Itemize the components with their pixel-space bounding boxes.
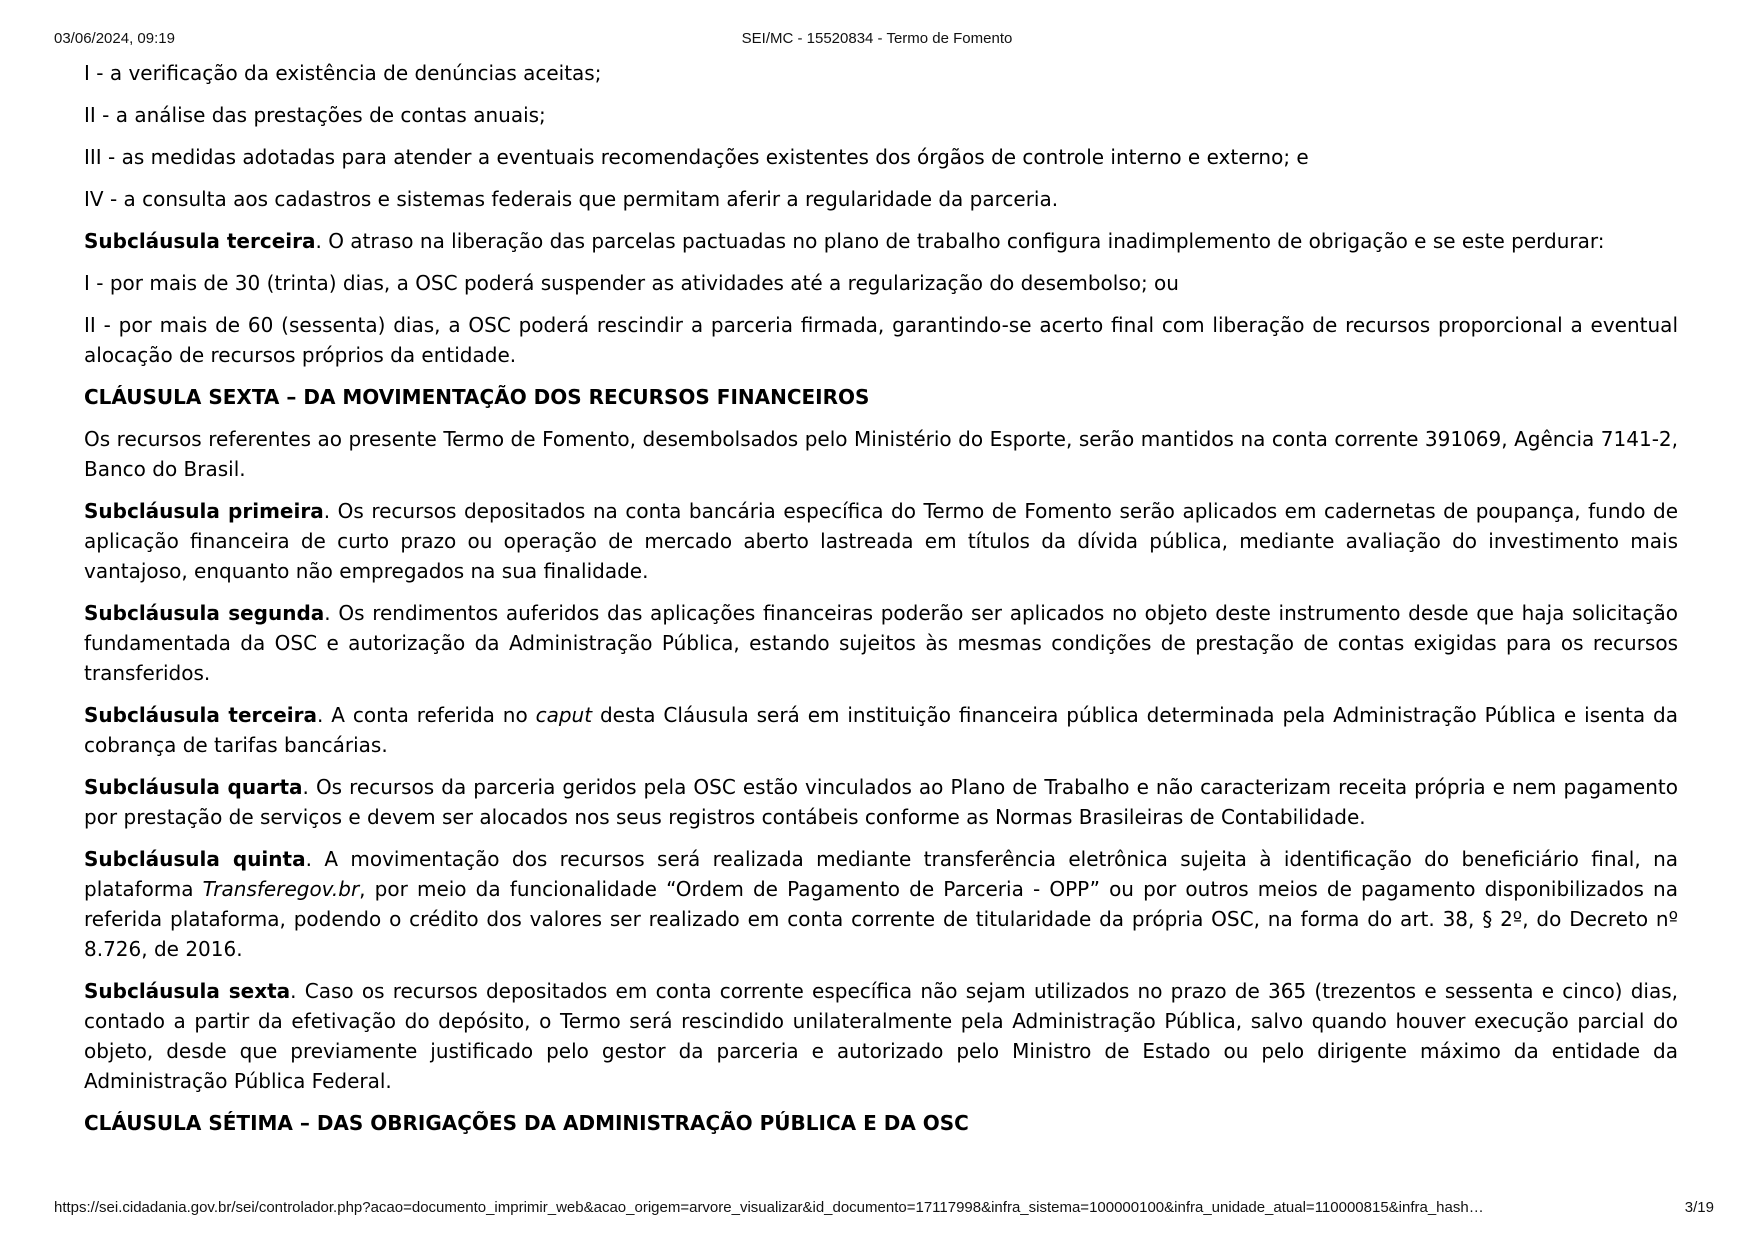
subclause-italic-term: Transferegov.br	[202, 877, 360, 901]
clause-seven-heading: CLÁUSULA SÉTIMA – DAS OBRIGAÇÕES DA ADMINISTRAÇÃO PÚBLICA E DA OSC	[84, 1111, 969, 1135]
subclause-label: Subcláusula terceira	[84, 229, 316, 253]
item-ii: II - a análise das prestações de contas anuais;	[84, 103, 546, 127]
item-iv: IV - a consulta aos cadastros e sistemas federais que permitam aferir a regularidade da parceria.	[84, 187, 1059, 211]
document-url: https://sei.cidadania.gov.br/sei/controlador.php?acao=documento_imprimir_web&acao_origem=arvore_visualizar&id_documento=17117998&infra_sistema=100000100&infra_unidade_atual=110000815&infra_hash…	[54, 1199, 1484, 1216]
subclause-text: . O atraso na liberação das parcelas pactuadas no plano de trabalho configura inadimplemento de obrigação e se este perdurar:	[315, 229, 1605, 253]
print-footer	[0, 1199, 1754, 1219]
page-number: 3/19	[1684, 1199, 1714, 1216]
subclause-label: Subcláusula primeira	[84, 499, 324, 523]
subclause-text: desta Cláusula será em instituição financeira pública determinada pela Administração Pública e isenta da cobrança de tarifas bancárias.	[84, 703, 1678, 757]
subclause-third-account	[84, 700, 1678, 760]
document-body	[84, 58, 1678, 1150]
subclause-first	[84, 496, 1678, 586]
subclause-third-delay	[84, 226, 1678, 256]
subclause-italic-term: caput	[535, 703, 593, 727]
subclause-text: . Os rendimentos auferidos das aplicações financeiras poderão ser aplicados no objeto deste instrumento desde que haja solicitação fundamentada da OSC e autorização da Administração Pública, estando sujeitos às mesmas condições de prestação de contas exigidas para os recursos transferidos.	[84, 601, 1678, 685]
subclause-label: Subcláusula terceira	[84, 703, 318, 727]
item-iii: III - as medidas adotadas para atender a eventuais recomendações existentes dos órgãos de controle interno e externo; e	[84, 145, 1309, 169]
subclause-second	[84, 598, 1678, 688]
subclause-text: . Caso os recursos depositados em conta corrente específica não sejam utilizados no prazo de 365 (trezentos e sessenta e cinco) dias, contado a partir da efetivação do depósito, o Termo será rescindido unilateralmente pela Administração Pública, salvo quando houver execução parcial do objeto, desde que previamente justificado pelo gestor da parceria e autorizado pelo Ministro de Estado ou pelo dirigente máximo da entidade da Administração Pública Federal.	[84, 979, 1678, 1093]
print-header	[0, 30, 1754, 50]
subclause-label: Subcláusula quarta	[84, 775, 303, 799]
subclause-text: . A conta referida no	[317, 703, 536, 727]
print-datetime: 03/06/2024, 09:19	[54, 30, 175, 47]
subclause-text: , por meio da funcionalidade “Ordem de Pagamento de Parceria - OPP” ou por outros meios de pagamento disponibilizados na referida plataforma, podendo o crédito dos valores ser realizado em conta corrente de titularidade da própria OSC, na forma do art. 38, § 2º, do Decreto nº 8.726, de 2016.	[84, 877, 1678, 961]
clause-six-heading: CLÁUSULA SEXTA – DA MOVIMENTAÇÃO DOS RECURSOS FINANCEIROS	[84, 385, 870, 409]
subclause-label: Subcláusula sexta	[84, 979, 291, 1003]
subclause-fourth	[84, 772, 1678, 832]
delay-item-i: I - por mais de 30 (trinta) dias, a OSC poderá suspender as atividades até a regularização do desembolso; ou	[84, 271, 1179, 295]
subclause-text: . A movimentação dos recursos será realizada mediante transferência eletrônica sujeita à identificação do beneficiário final, na plataforma	[84, 847, 1679, 901]
subclause-fifth	[84, 844, 1678, 964]
subclause-text: . Os recursos depositados na conta bancária específica do Termo de Fomento serão aplicados em cadernetas de poupança, fundo de aplicação financeira de curto prazo ou operação de mercado aberto lastreada em títulos da dívida pública, mediante avaliação do investimento mais vantajoso, enquanto não empregados na sua finalidade.	[84, 499, 1679, 583]
delay-item-ii: II - por mais de 60 (sessenta) dias, a OSC poderá rescindir a parceria firmada, garantindo-se acerto final com liberação de recursos proporcional a eventual alocação de recursos próprios da entidade.	[84, 313, 1678, 367]
subclause-sixth	[84, 976, 1678, 1096]
item-i: I - a verificação da existência de denúncias aceitas;	[84, 61, 602, 85]
subclause-label: Subcláusula quinta	[84, 847, 306, 871]
clause-six-text: Os recursos referentes ao presente Termo de Fomento, desembolsados pelo Ministério do Esporte, serão mantidos na conta corrente 391069, Agência 7141-2, Banco do Brasil.	[84, 427, 1678, 481]
document-title: SEI/MC - 15520834 - Termo de Fomento	[741, 30, 1013, 47]
subclause-text: . Os recursos da parceria geridos pela OSC estão vinculados ao Plano de Trabalho e não caracterizam receita própria e nem pagamento por prestação de serviços e devem ser alocados nos seus registros contábeis conforme as Normas Brasileiras de Contabilidade.	[84, 775, 1678, 829]
subclause-label: Subcláusula segunda	[84, 601, 325, 625]
